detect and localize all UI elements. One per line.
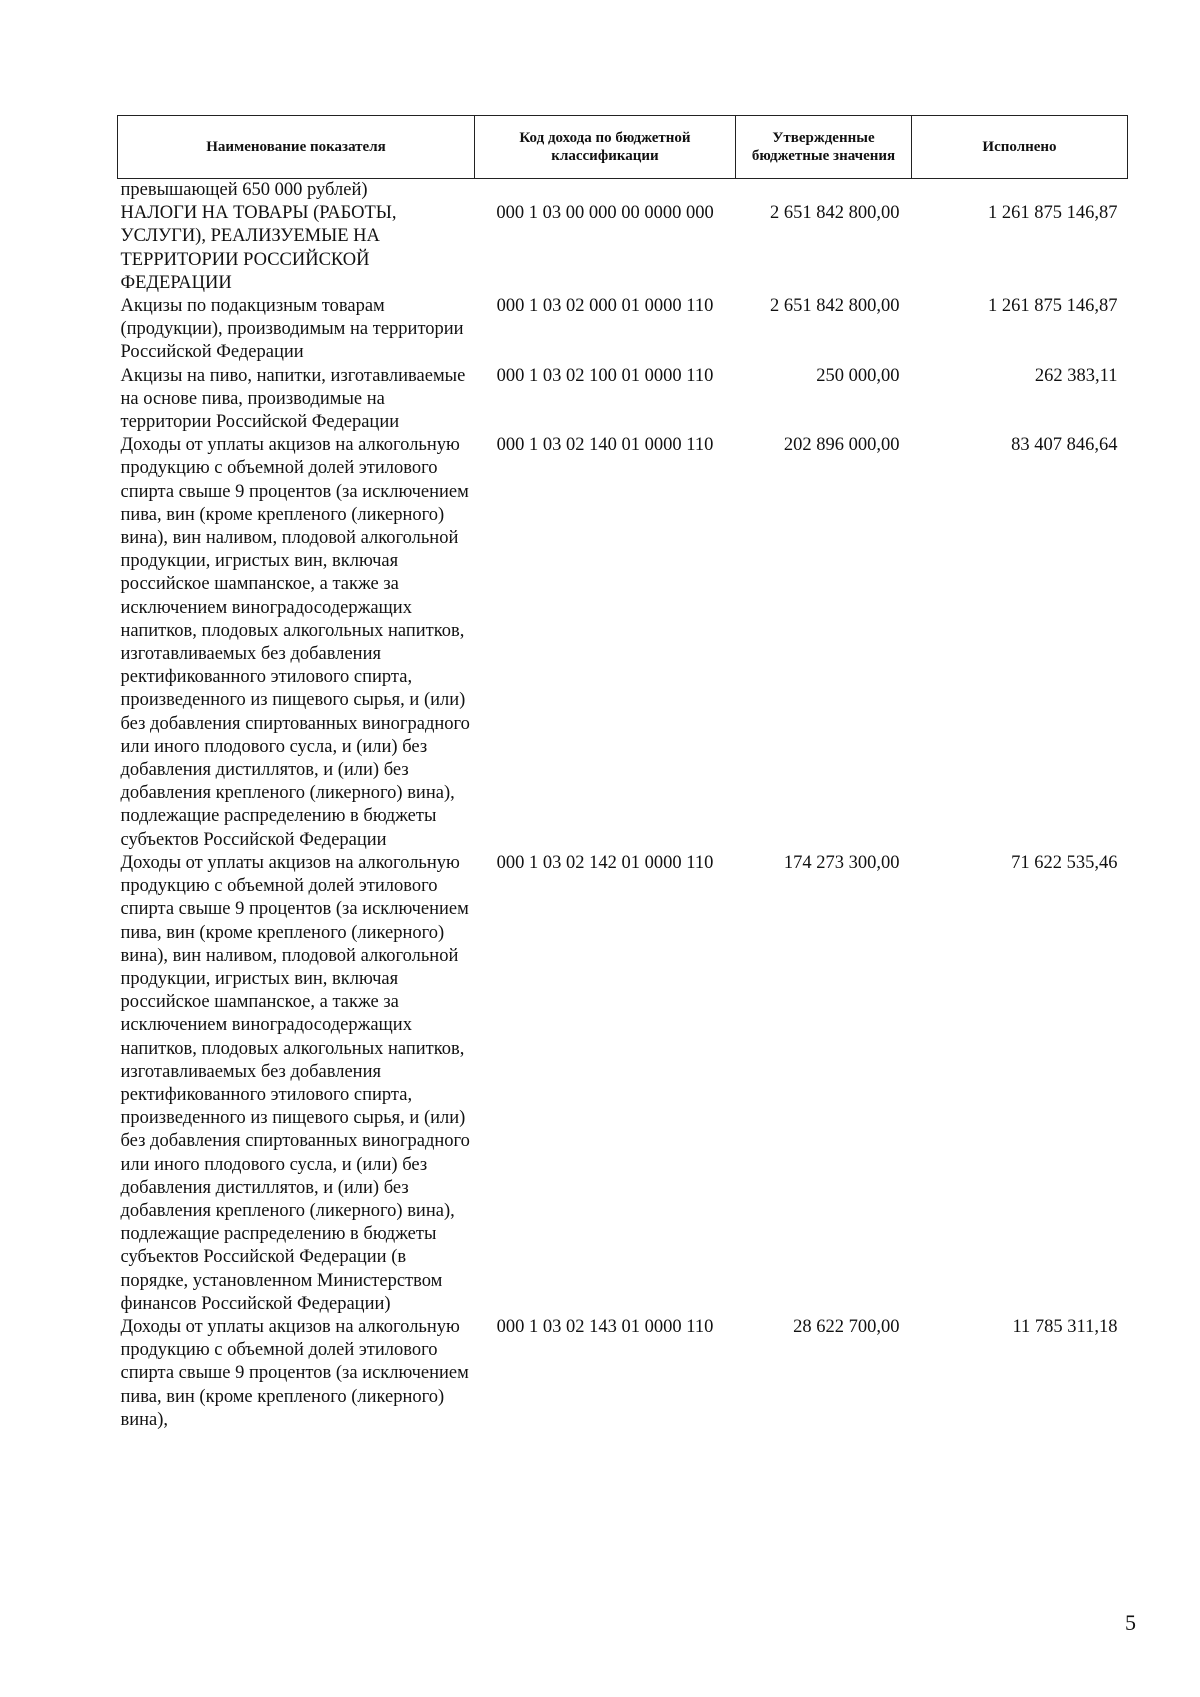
row-executed: 1 261 875 146,87 <box>988 296 1118 317</box>
row-executed: 11 785 311,18 <box>1012 1316 1118 1337</box>
header-executed: Исполнено <box>912 116 1128 179</box>
row-plan: 202 896 000,00 <box>783 435 900 456</box>
row-code: 000 1 03 02 100 01 0000 110 <box>496 365 714 386</box>
table-row <box>118 202 1128 295</box>
page-number: 5 <box>1125 1610 1136 1635</box>
row-code: 000 1 03 02 142 01 0000 110 <box>496 852 714 873</box>
table-row <box>118 1316 1128 1432</box>
row-code: 000 1 03 02 000 01 0000 110 <box>496 296 714 317</box>
row-executed: 1 261 875 146,87 <box>988 203 1118 224</box>
row-name: Акцизы на пиво, напитки, изготавливаемые на основе пива, производимые на территории Российской Федерации <box>120 365 466 433</box>
row-name: превышающей 650 000 рублей) <box>120 180 368 200</box>
row-executed <box>912 179 1128 203</box>
row-name: Акцизы по подакцизным товарам (продукции), производимым на территории Российской Федерации <box>120 296 464 363</box>
table-row <box>118 365 1128 435</box>
row-name: Доходы от уплаты акцизов на алкогольную продукцию с объемной долей этилового спирта свыше 9 процентов (за исключением пива, вин (кроме крепленого (ликерного) вина), вин наливом, плодовой алкогольной продукции, игристых вин, включая российское шампанское, а также за исключением виноградосодержащих напитков, плодовых алкогольных напитков, изготавливаемых без добавления ректификованного этилового спирта, произведенного из пищевого сырья, и (или) без добавления спиртованных виноградного или иного плодового сусла, и (или) без добавления дистиллятов, и (или) без добавления крепленого (ликерного) вина), подлежащие распределению в бюджеты субъектов Российской Федерации <box>120 435 470 850</box>
table-row <box>118 852 1128 1316</box>
row-code: 000 1 03 00 000 00 0000 000 <box>496 203 714 224</box>
table-row <box>118 434 1128 852</box>
row-name: НАЛОГИ НА ТОВАРЫ (РАБОТЫ, УСЛУГИ), РЕАЛИЗУЕМЫЕ НА ТЕРРИТОРИИ РОССИЙСКОЙ ФЕДЕРАЦИИ <box>120 203 397 293</box>
row-code: 000 1 03 02 140 01 0000 110 <box>496 435 714 456</box>
table-row <box>118 295 1128 365</box>
row-plan: 28 622 700,00 <box>793 1316 900 1337</box>
row-name: Доходы от уплаты акцизов на алкогольную продукцию с объемной долей этилового спирта свыше 9 процентов (за исключением пива, вин (кроме крепленого (ликерного) вина), <box>120 1316 469 1430</box>
row-plan: 2 651 842 800,00 <box>770 296 900 317</box>
budget-income-table <box>117 115 1128 1432</box>
row-plan: 174 273 300,00 <box>783 852 900 873</box>
row-plan <box>736 179 912 203</box>
row-plan: 250 000,00 <box>816 365 900 386</box>
row-executed: 71 622 535,46 <box>1011 852 1118 873</box>
header-code: Код дохода по бюджетной классификации <box>475 116 736 179</box>
table-row <box>118 179 1128 203</box>
row-name: Доходы от уплаты акцизов на алкогольную продукцию с объемной долей этилового спирта свыше 9 процентов (за исключением пива, вин (кроме крепленого (ликерного) вина), вин наливом, плодовой алкогольной продукции, игристых вин, включая российское шампанское, а также за исключением виноградосодержащих напитков, плодовых алкогольных напитков, изготавливаемых без добавления ректификованного этилового спирта, произведенного из пищевого сырья, и (или) без добавления спиртованных виноградного или иного плодового сусла, и (или) без добавления дистиллятов, и (или) без добавления крепленого (ликерного) вина), подлежащие распределению в бюджеты субъектов Российской Федерации (в порядке, установленном Министерством финансов Российской Федерации) <box>120 852 470 1314</box>
row-executed: 262 383,11 <box>1034 365 1118 386</box>
row-plan: 2 651 842 800,00 <box>770 203 900 224</box>
header-name: Наименование показателя <box>118 116 475 179</box>
row-code: 000 1 03 02 143 01 0000 110 <box>496 1316 714 1337</box>
header-plan: Утвержденные бюджетные значения <box>736 116 912 179</box>
row-executed: 83 407 846,64 <box>1011 435 1118 456</box>
row-code <box>475 179 736 203</box>
table-header <box>118 116 1128 179</box>
table-body <box>118 179 1128 1432</box>
